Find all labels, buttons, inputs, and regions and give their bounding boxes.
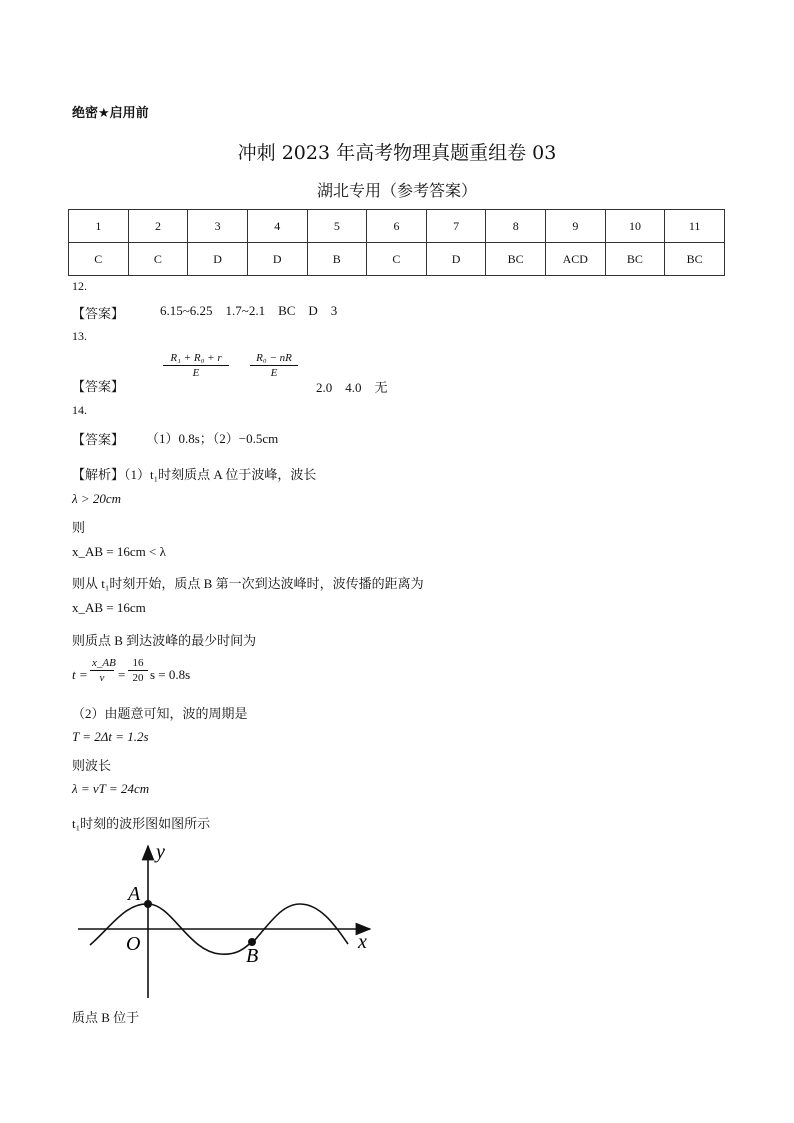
answer-cell: BC	[665, 243, 725, 276]
answer-cell: D	[188, 243, 248, 276]
answer-cell: BC	[486, 243, 546, 276]
analysis-line-2: λ > 20cm	[72, 491, 122, 506]
origin-label: O	[126, 933, 141, 955]
fraction-numerator: 16	[128, 657, 148, 671]
question-12-answer: 6.15~6.25 1.7~2.1 BC D 3	[160, 303, 338, 318]
analysis-line-1: 【解析】（1）t₁时刻质点 A 位于波峰，波长	[72, 467, 317, 482]
confidential-mark: 绝密★启用前	[72, 106, 149, 121]
analysis-line-9: （2）由题意可知，波的周期是	[72, 706, 248, 721]
analysis-line-7: 则质点 B 到达波峰的最少时间为	[72, 633, 257, 648]
answer-cell: C	[128, 243, 188, 276]
formula-t-equals: =	[118, 667, 126, 682]
analysis-line-5: 则从 t₁时刻开始，质点 B 第一次到达波峰时，波传播的距离为	[72, 576, 424, 591]
question-number-cell: 4	[247, 210, 307, 243]
question-number-cell: 3	[188, 210, 248, 243]
question-14-number: 14.	[72, 403, 87, 417]
analysis-line-4: x_AB = 16cm < λ	[72, 544, 166, 559]
question-12-answer-label: 【答案】	[72, 307, 125, 322]
fraction-denominator: E	[192, 367, 200, 379]
point-a-label: A	[128, 883, 141, 905]
analysis-line-11: 则波长	[72, 758, 112, 773]
question-number-cell: 2	[128, 210, 188, 243]
question-12-number: 12.	[72, 279, 87, 293]
point-a-dot	[144, 900, 152, 908]
question-13-number: 13.	[72, 329, 87, 343]
point-b-label: B	[246, 945, 259, 967]
page-subtitle: 湖北专用（参考答案）	[316, 181, 477, 200]
analysis-line-12: λ = vT = 24cm	[72, 781, 150, 796]
question-number-cell: 9	[546, 210, 606, 243]
answer-table	[68, 209, 725, 276]
answer-cell: D	[426, 243, 486, 276]
formula-t-lhs: t =	[72, 667, 88, 682]
question-number-cell: 7	[426, 210, 486, 243]
question-number-cell: 5	[307, 210, 367, 243]
answer-cell: ACD	[546, 243, 606, 276]
answer-table-answer-row	[69, 243, 725, 276]
question-number-cell: 10	[605, 210, 665, 243]
fraction-denominator: 20	[132, 672, 144, 684]
question-number-cell: 11	[665, 210, 725, 243]
question-number-cell: 6	[367, 210, 427, 243]
formula-t-rhs: s = 0.8s	[150, 667, 191, 682]
analysis-line-3: 则	[72, 520, 86, 535]
fraction-numerator: x_AB	[92, 657, 116, 669]
analysis-line-13: t₁时刻的波形图如图所示	[72, 816, 211, 831]
analysis-line-10: T = 2Δt = 1.2s	[72, 729, 149, 744]
waveform-figure	[70, 838, 390, 1003]
question-number-cell: 1	[69, 210, 129, 243]
fraction-denominator: E	[270, 367, 278, 379]
question-13-answer-label: 【答案】	[72, 380, 125, 395]
question-13-answer-rest: 2.0 4.0 无	[316, 380, 388, 395]
fraction-numerator: R₀ − nR	[250, 352, 298, 366]
answer-cell: B	[307, 243, 367, 276]
fraction-denominator: v	[99, 672, 105, 684]
question-14-answer-label: 【答案】	[72, 433, 125, 448]
answer-table-number-row	[69, 210, 725, 243]
formula-t-fraction-1	[90, 657, 114, 684]
y-axis-label: y	[156, 841, 165, 863]
analysis-line-14: 质点 B 位于	[72, 1010, 140, 1025]
formula-t-fraction-2	[128, 657, 148, 684]
fraction-numerator: R₁ + R₀ + r	[163, 352, 229, 366]
page-title: 冲刺 2023 年高考物理真题重组卷 03	[237, 142, 557, 164]
question-14-answer: （1）0.8s；（2）−0.5cm	[146, 431, 279, 446]
question-13-fraction-1	[163, 352, 229, 379]
x-axis-label: x	[358, 931, 367, 953]
answer-cell: D	[247, 243, 307, 276]
answer-cell: BC	[605, 243, 665, 276]
question-13-fraction-2	[250, 352, 298, 379]
question-number-cell: 8	[486, 210, 546, 243]
analysis-line-6: x_AB = 16cm	[72, 600, 146, 615]
answer-cell: C	[367, 243, 427, 276]
answer-cell: C	[69, 243, 129, 276]
